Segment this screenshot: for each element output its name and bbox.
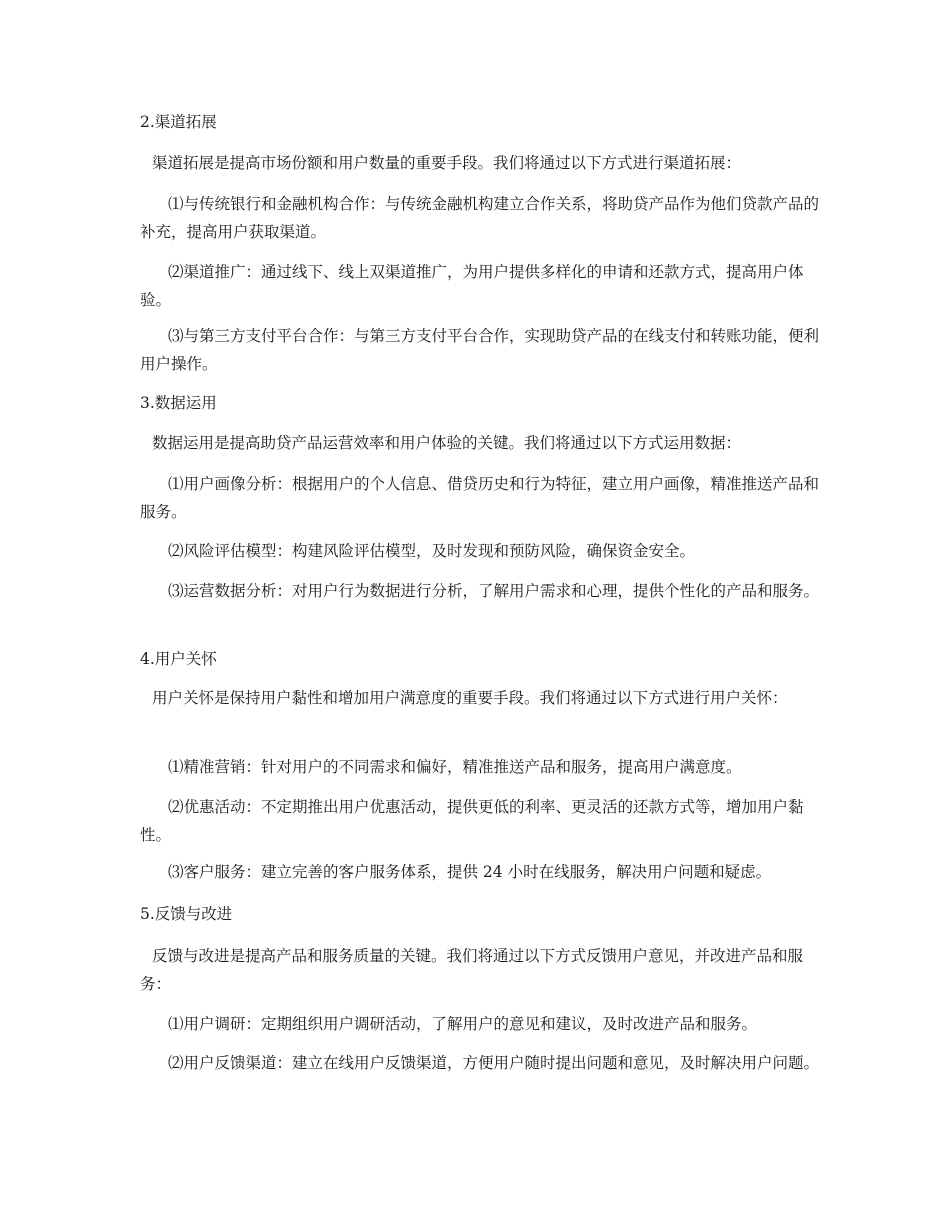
list-item: ⑶客户服务：建立完善的客户服务体系，提供 24 小时在线服务，解决用户问题和疑虑。 bbox=[168, 863, 772, 881]
list-item: ⑶运营数据分析：对用户行为数据进行分析，了解用户需求和心理，提供个性化的产品和服务。 bbox=[168, 582, 820, 600]
list-item: ⑵风险评估模型：构建风险评估模型，及时发现和预防风险，确保资金安全。 bbox=[168, 542, 696, 560]
section-heading: 4.用户关怀 bbox=[140, 650, 217, 668]
section-intro: 反馈与改进是提高产品和服务质量的关键。我们将通过以下方式反馈用户意见，并改进产品和服务： bbox=[140, 947, 804, 993]
section-intro: 数据运用是提高助贷产品运营效率和用户体验的关键。我们将通过以下方式运用数据： bbox=[152, 434, 742, 452]
list-item: ⑵用户反馈渠道：建立在线用户反馈渠道，方便用户随时提出问题和意见，及时解决用户问题。 bbox=[168, 1054, 820, 1072]
list-item: ⑵优惠活动：不定期推出用户优惠活动，提供更低的利率、更灵活的还款方式等，增加用户黏性。 bbox=[140, 798, 804, 844]
list-item: ⑴与传统银行和金融机构合作：与传统金融机构建立合作关系，将助贷产品作为他们贷款产品的补充，提高用户获取渠道。 bbox=[140, 195, 820, 241]
list-item: ⑵渠道推广：通过线下、线上双渠道推广，为用户提供多样化的申请和还款方式，提高用户体验。 bbox=[140, 263, 804, 309]
section-heading: 5.反馈与改进 bbox=[140, 905, 233, 923]
list-item: ⑶与第三方支付平台合作：与第三方支付平台合作，实现助贷产品的在线支付和转账功能，便利用户操作。 bbox=[140, 327, 820, 373]
section-heading: 2.渠道拓展 bbox=[140, 113, 217, 131]
list-item: ⑴用户调研：定期组织用户调研活动，了解用户的意见和建议，及时改进产品和服务。 bbox=[168, 1015, 758, 1033]
list-item: ⑴用户画像分析：根据用户的个人信息、借贷历史和行为特征，建立用户画像，精准推送产品和服务。 bbox=[140, 475, 820, 521]
section-intro: 渠道拓展是提高市场份额和用户数量的重要手段。我们将通过以下方式进行渠道拓展： bbox=[152, 154, 742, 172]
list-item: ⑴精准营销：针对用户的不同需求和偏好，精准推送产品和服务，提高用户满意度。 bbox=[168, 758, 742, 776]
section-heading: 3.数据运用 bbox=[140, 394, 217, 412]
section-intro: 用户关怀是保持用户黏性和增加用户满意度的重要手段。我们将通过以下方式进行用户关怀： bbox=[152, 689, 788, 707]
